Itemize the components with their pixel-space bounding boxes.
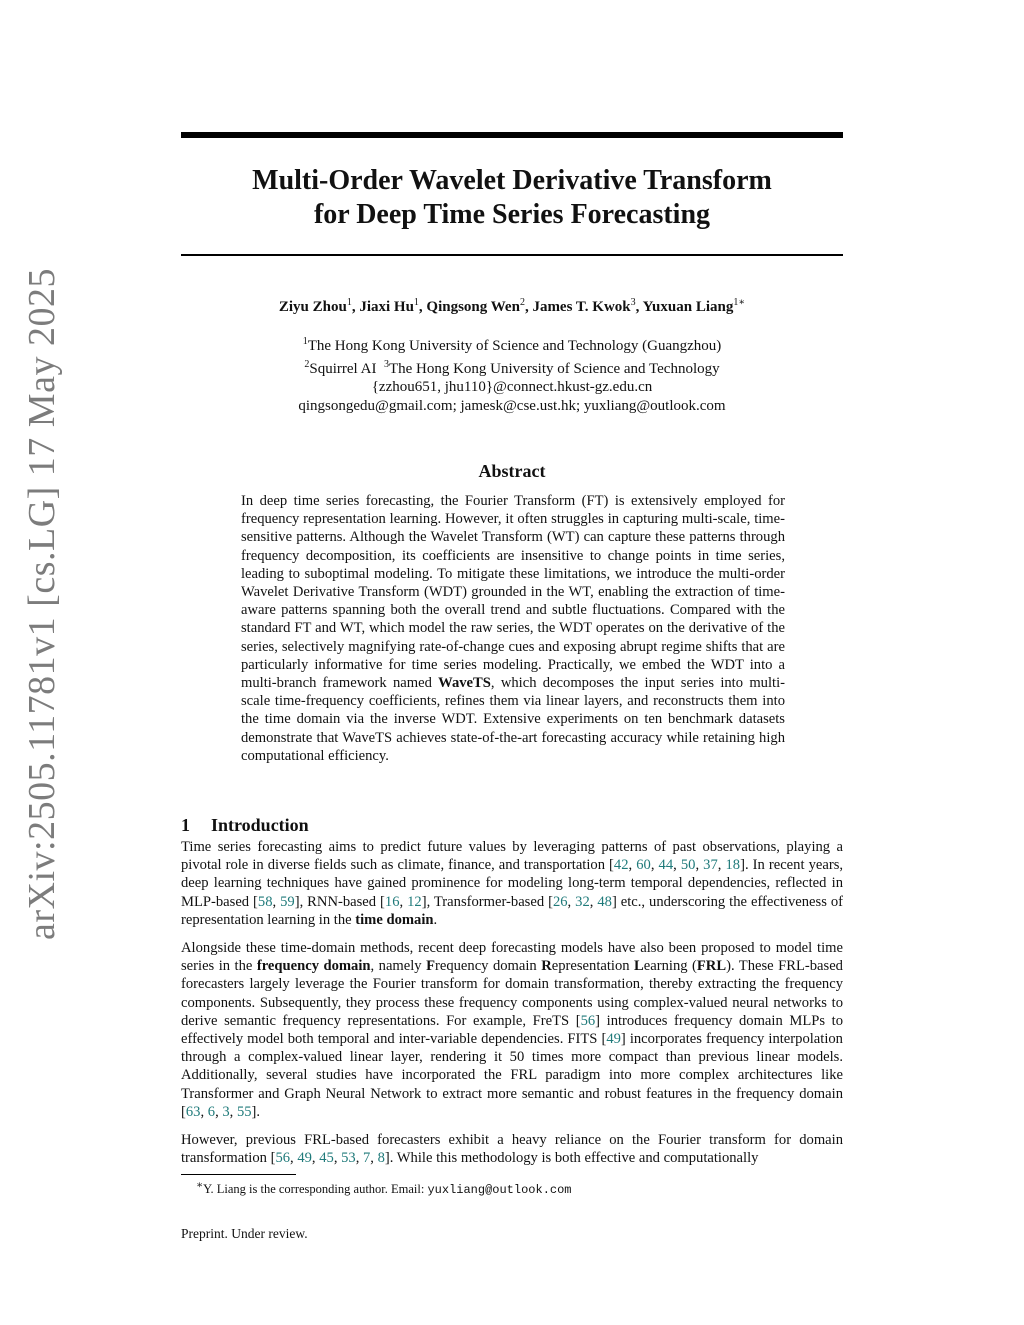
paragraph-text: ]. [251, 1103, 261, 1120]
abstract-bold-term: WaveTS [438, 675, 491, 692]
abstract-text: , which decomposes the input series into multi-scale time-frequency coefficients, refines them via linear layers, and reconstructs them into the time domain via the inverse WDT. Extensive experiments on ten benchmark datasets demonstrate that WaveTS achieves state-of-the-art forecasting accuracy while retaining high computational efficiency. [241, 675, 785, 764]
bold-term: FRL [696, 958, 727, 975]
citation-link[interactable]: 3 [222, 1103, 230, 1120]
intro-paragraph-2 [181, 939, 843, 1121]
separator: , [673, 857, 681, 874]
citation-link[interactable]: 56 [580, 1012, 596, 1029]
citation-link[interactable]: 55 [236, 1103, 252, 1120]
affiliation-line-2 [181, 356, 843, 379]
intro-paragraph-1 [181, 838, 843, 929]
citation-link[interactable]: 26 [552, 893, 568, 910]
paragraph-text: ] incorporates frequency interpolation through a complex-valued linear layer, rendering it 50 times more compact than previous linear models. Additionally, several studies have incorporated the FRL paradigm into more complex architectures like Transformer and Graph Neural Network to extract more semantic and robust features in the frequency domain [ [181, 1031, 843, 1120]
separator: , [567, 893, 576, 910]
arxiv-identifier: arXiv:2505.11781v1 [cs.LG] 17 May 2025 [21, 268, 63, 940]
citation-link[interactable]: 32 [575, 893, 590, 910]
author-name: Yuxuan Liang [642, 299, 734, 315]
separator: , [628, 857, 637, 874]
citation-link[interactable]: 18 [725, 857, 741, 874]
separator: , [399, 893, 408, 910]
separator: , [229, 1103, 237, 1120]
citation-link[interactable]: 58 [257, 893, 273, 910]
footnote-email: yuxliang@outlook.com [427, 1183, 572, 1198]
author-name: Qingsong Wen [426, 299, 520, 315]
paragraph-text: ] etc., underscoring the effectiveness of representation learning in the [181, 893, 843, 928]
paragraph-text: ]. While this methodology is both effective and computationally [384, 1150, 759, 1167]
bold-letter: R [541, 958, 552, 975]
footnote [196, 1179, 572, 1197]
section-title: Introduction [211, 815, 309, 835]
preprint-notice: Preprint. Under review. [181, 1226, 308, 1241]
author-mark: 1 [413, 297, 419, 308]
affiliation-text: The Hong Kong University of Science and Technology (Guangzhou) [307, 338, 722, 354]
citation-link[interactable]: 42 [613, 857, 629, 874]
title-top-rule [181, 132, 843, 138]
affiliation-text: Squirrel AI [309, 360, 377, 377]
separator: , [589, 893, 598, 910]
bold-letter: L [634, 958, 644, 975]
section-number: 1 [181, 815, 190, 835]
footnote-text: Y. Liang is the corresponding author. Email: [203, 1182, 428, 1197]
separator: , [355, 1150, 363, 1167]
paragraph-text: . [433, 911, 438, 928]
bold-letter: F [426, 958, 435, 975]
author-name: James T. Kwok [532, 299, 631, 315]
paragraph-text: ]. In recent years, deep learning techniques have gained prominence for modeling long-term temporal dependencies, reflected in MLP-based [ [181, 857, 844, 910]
citation-link[interactable]: 50 [680, 857, 696, 874]
title-bottom-rule [181, 254, 843, 256]
intro-paragraph-3 [181, 1131, 843, 1167]
paragraph-text: ). These FRL-based forecasters largely leverage the Fourier transform for domain transformation, thereby extracting the frequency components. Subsequently, they process these frequency components using complex-valued neural networks to derive semantic frequency representations. For example, FreTS [ [181, 958, 843, 1029]
affiliation-mark: 1 [302, 336, 308, 347]
affiliations [181, 333, 843, 415]
paragraph-text: , namely [370, 958, 427, 975]
citation-link[interactable]: 6 [207, 1103, 216, 1120]
footnote-mark: ∗ [196, 1180, 204, 1191]
separator: , [695, 857, 704, 874]
author-name: Ziyu Zhou [278, 299, 347, 315]
email-line-2: qingsongedu@gmail.com; jamesk@cse.ust.hk; yuxliang@outlook.com [298, 397, 726, 414]
citation-link[interactable]: 53 [341, 1150, 356, 1167]
title-line-1: Multi-Order Wavelet Derivative Transform [252, 165, 772, 196]
citation-link[interactable]: 63 [185, 1103, 201, 1120]
citation-link[interactable]: 49 [297, 1150, 312, 1167]
author-mark: 1∗ [733, 297, 746, 308]
citation-link[interactable]: 12 [407, 893, 422, 910]
paragraph-text: requency domain [435, 958, 542, 975]
paragraph-text: ] introduces frequency domain MLPs to effectively model both temporal and inter-variable dependencies. FITS [ [181, 1012, 843, 1048]
affiliation-text: The Hong Kong University of Science and Technology [388, 360, 720, 377]
separator: , [333, 1150, 342, 1167]
abstract-heading: Abstract [478, 461, 546, 481]
separator: , [311, 1150, 320, 1167]
author-name: Jiaxi Hu [359, 299, 414, 315]
separator: , [717, 857, 726, 874]
paragraph-text: epresentation [551, 958, 635, 975]
paragraph-text: Alongside these time-domain methods, recent deep forecasting models have also been proposed to model time series in the [181, 940, 843, 975]
affiliation-mark: 3 [383, 358, 389, 370]
citation-link[interactable]: 16 [384, 893, 400, 910]
citation-link[interactable]: 44 [658, 857, 674, 874]
citation-link[interactable]: 8 [377, 1150, 385, 1167]
abstract-text: In deep time series forecasting, the Fourier Transform (FT) is extensively employed for frequency representation learning. However, it often struggles in capturing multi-scale, time-sensitive patterns. Although the Wavelet Transform (WT) can capture these patterns through frequency decomposition, its coefficients are insensitive to change points in time series, leading to suboptimal modeling. To mitigate these limitations, we introduce the multi-order Wavelet Derivative Transform (WDT) grounded in the WT, enabling the extraction of time-aware patterns spanning both the overall trend and subtle fluctuations. Compared with the standard FT and WT, which model the raw series, the WDT operates on the derivative of the series, selectively magnifying rate-of-change cues and exposing abrupt regime shifts that are particularly informative for time series modeling. Practically, we embed the WDT into a multi-branch framework named [241, 493, 785, 692]
separator: , [370, 1150, 378, 1167]
citation-link[interactable]: 59 [280, 893, 295, 910]
citation-link[interactable]: 56 [275, 1150, 291, 1167]
separator: , [650, 857, 659, 874]
bold-term: time domain [355, 911, 434, 928]
citation-link[interactable]: 49 [606, 1031, 621, 1048]
footnote-rule [181, 1174, 296, 1175]
citation-link[interactable]: 7 [363, 1150, 371, 1167]
separator: , [290, 1150, 298, 1167]
citation-link[interactable]: 37 [703, 857, 718, 874]
author-mark: 3 [630, 297, 636, 308]
paragraph-text: earning ( [643, 958, 697, 975]
citation-link[interactable]: 60 [636, 857, 651, 874]
paragraph-text: Time series forecasting aims to predict future values by leveraging patterns of past observations, playing a pivotal role in diverse fields such as climate, finance, and transportation [ [181, 839, 843, 874]
paragraph-text: ], Transformer-based [ [421, 893, 553, 910]
affiliation-line-1 [181, 333, 843, 356]
citation-link[interactable]: 48 [597, 893, 612, 910]
email-line-1: {zzhou651, jhu110}@connect.hkust-gz.edu.cn [371, 379, 653, 395]
abstract-body [241, 492, 785, 765]
separator: , [272, 893, 281, 910]
affiliation-mark: 2 [304, 358, 310, 370]
paper-title [181, 164, 843, 232]
separator: , [215, 1103, 223, 1120]
bold-term: frequency domain [256, 958, 371, 975]
paragraph-text: However, previous FRL-based forecasters exhibit a heavy reliance on the Fourier transform for domain transformation [ [181, 1132, 843, 1167]
author-list: Ziyu Zhou$^1$, Jiaxi Hu$^1$, Qingsong Wen$^2$, James T. Kwok$^3$, Yuxuan Liang$^{1∗}$ [278, 297, 746, 315]
author-mark: 2 [519, 297, 525, 308]
title-line-2: for Deep Time Series Forecasting [313, 199, 711, 230]
separator: , [200, 1103, 208, 1120]
citation-link[interactable]: 45 [319, 1150, 334, 1167]
section-heading [181, 815, 309, 836]
author-mark: 1 [346, 297, 352, 308]
paragraph-text: ], RNN-based [ [294, 893, 385, 910]
